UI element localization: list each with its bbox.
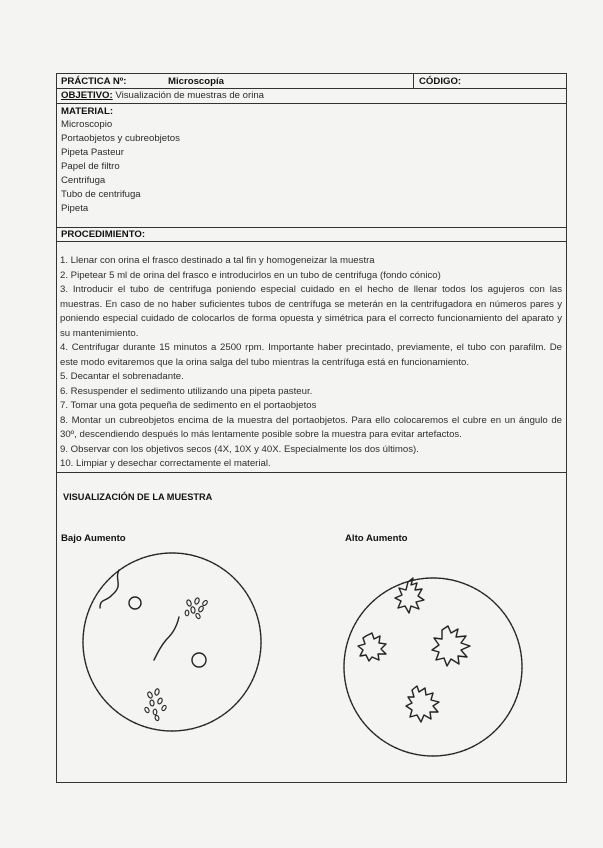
practica-value: Microscopía: [168, 76, 224, 87]
procedure-step: 2. Pipetear 5 ml de orina del frasco e introducirlos en un tubo de centrifuga (fondo cónico): [60, 269, 441, 281]
objetivo-value: Visualización de muestras de orina: [115, 90, 264, 101]
visualizacion-title: VISUALIZACIÓN DE LA MUESTRA: [63, 492, 213, 502]
divider: [56, 227, 567, 228]
material-item: Papel de filtro: [61, 161, 120, 172]
objetivo-line: [61, 90, 264, 102]
procedimiento-title: PROCEDIMIENTO:: [61, 229, 146, 240]
procedure-step: 6. Resuspender el sedimento utilizando una pipeta pasteur.: [60, 385, 313, 397]
material-title: MATERIAL:: [61, 106, 114, 117]
high-magnification-field: [344, 578, 522, 756]
crystal-cluster: [144, 688, 167, 721]
crystal-aggregate: [358, 633, 386, 661]
procedure-step: 10. Limpiar y desechar correctamente el material.: [60, 458, 271, 469]
crystal-cluster: [185, 597, 208, 619]
divider: [413, 73, 414, 89]
crystal-aggregate: [406, 686, 439, 722]
material-item: Centrifuga: [61, 175, 106, 186]
material-item: Pipeta Pasteur: [61, 147, 124, 158]
procedure-step: 9. Observar con los objetivos secos (4X, 10X y 40X. Especialmente los dos últimos).: [60, 443, 419, 455]
low-magnification-field: [83, 553, 261, 731]
procedure-step: 3. Introducir el tubo de centrifuga poniendo especial cuidado en el hecho de llenar todos los agujeros con las muestras. En caso de no haber suficientes tubos de centrífuga se meterán en la centrifugadora en números pares y poniendo especial cuidado de colocarlos de forma opuesta y simétrica para el correcto funcionamiento del aparato y su mantenimiento.: [60, 284, 562, 339]
divider: [56, 103, 567, 104]
practica-label: PRÁCTICA Nº:: [61, 76, 127, 87]
bajo-aumento-label: Bajo Aumento: [61, 533, 126, 544]
crystal-aggregate: [395, 578, 424, 613]
procedure-list: [60, 254, 562, 472]
cell: [129, 597, 141, 609]
procedure-step: 4. Centrifugar durante 15 minutos a 2500 rpm. Importante haber precintado, previamente, el tubo con parafilm. De este modo evitaremos que la orina salga del tubo mientras la centrífuga está en funcionamiento.: [60, 342, 562, 368]
crystal-aggregate: [432, 626, 470, 666]
field-circle: [344, 578, 522, 756]
divider: [56, 241, 567, 242]
procedure-step: 1. Llenar con orina el frasco destinado a tal fin y homogeneizar la muestra: [60, 255, 375, 266]
material-item: Portaobjetos y cubreobjetos: [61, 133, 180, 144]
objetivo-label: OBJETIVO:: [61, 90, 113, 101]
cell: [192, 653, 206, 667]
filament: [154, 617, 179, 660]
alto-aumento-label: Alto Aumento: [345, 533, 408, 544]
procedure-step: 7. Tomar una gota pequeña de sedimento en el portaobjetos: [60, 400, 317, 411]
procedure-step: 5. Decantar el sobrenadante.: [60, 371, 184, 382]
filament: [100, 570, 119, 608]
divider: [56, 472, 567, 473]
divider: [56, 88, 567, 89]
material-item: Microscopio: [61, 119, 113, 130]
sample-drawings: [56, 540, 556, 770]
material-item: Pipeta: [61, 203, 89, 214]
material-item: Tubo de centrifuga: [61, 189, 141, 200]
codigo-label: CÓDIGO:: [419, 76, 462, 87]
procedure-step: 8. Montar un cubreobjetos encima de la muestra del portaobjetos. Para ello colocaremos el cubre en un ángulo de 30º, descendiendo después lo más lentamente posible sobre la muestra para evitar artefactos.: [60, 414, 562, 440]
field-circle: [83, 553, 261, 731]
